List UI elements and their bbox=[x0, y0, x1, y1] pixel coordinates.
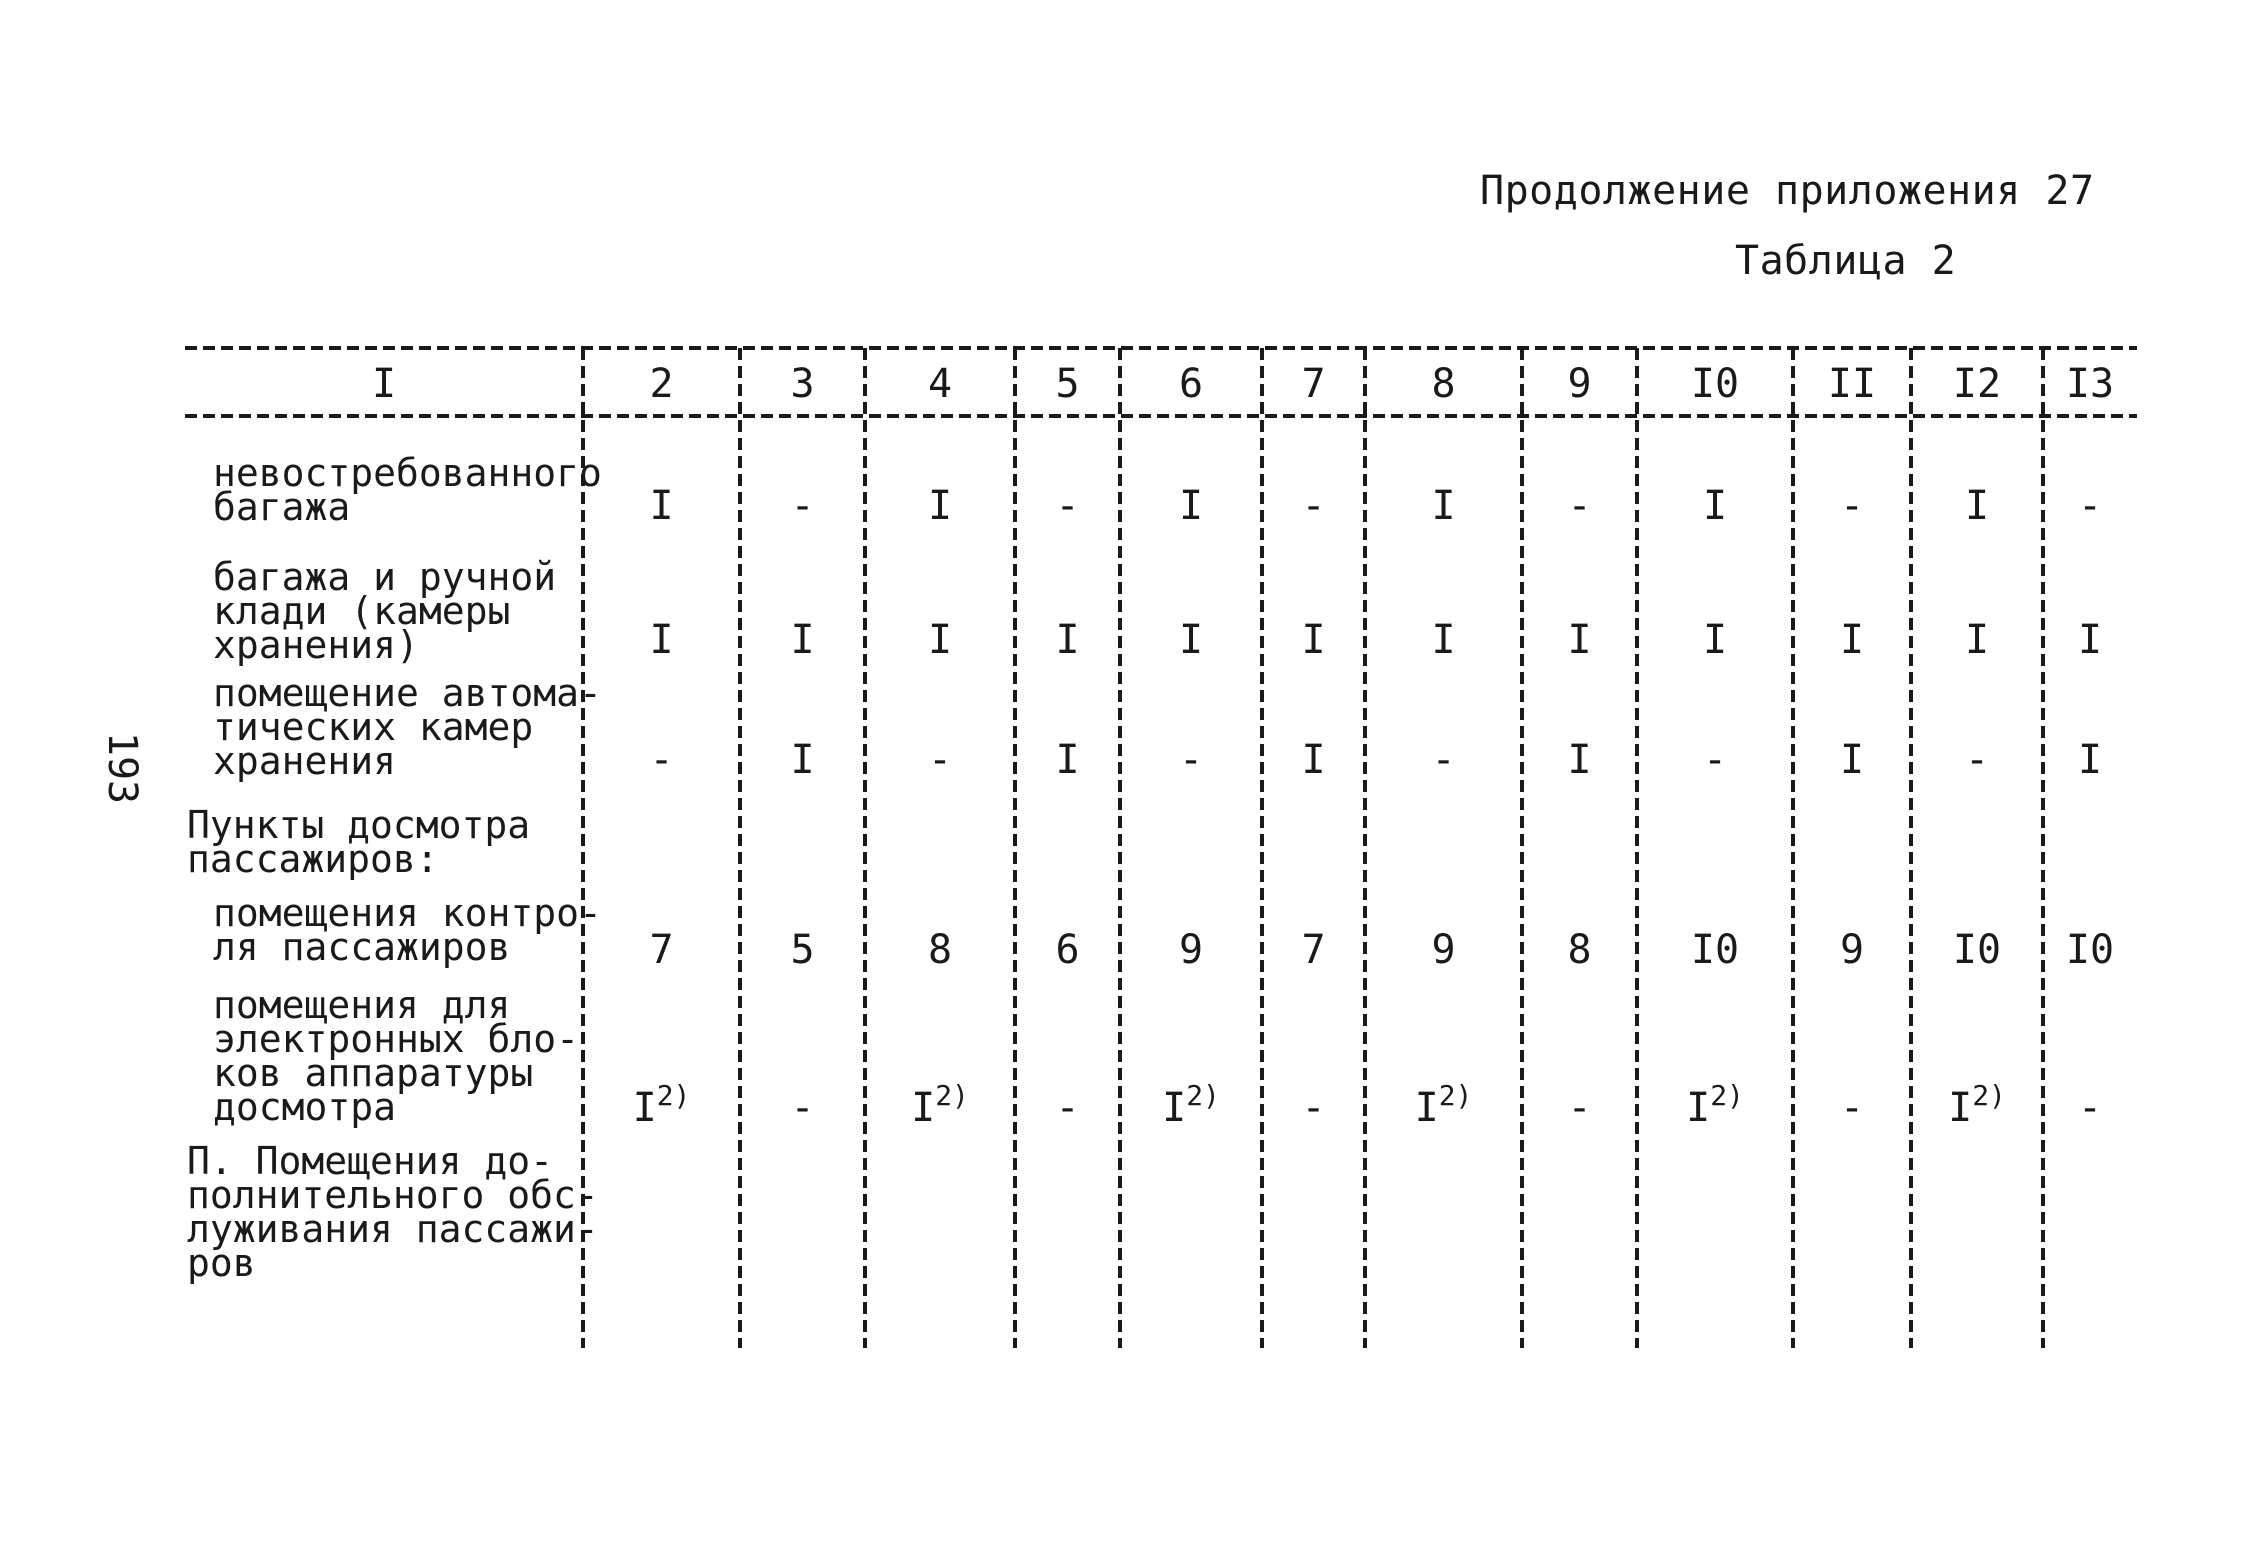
table-cell bbox=[1637, 617, 1793, 663]
cell-value: I bbox=[1702, 617, 1728, 663]
column-header-7: 7 bbox=[1301, 361, 1326, 407]
table-cell bbox=[740, 927, 865, 973]
table-cell bbox=[1262, 1085, 1365, 1131]
cell-value: - bbox=[1839, 483, 1865, 529]
table-cell bbox=[2043, 617, 2137, 663]
table-cell bbox=[865, 737, 1015, 783]
footnote-marker: 2) bbox=[935, 1079, 969, 1112]
table-cell bbox=[1015, 617, 1120, 663]
cell-value: I0 bbox=[2065, 927, 2115, 973]
cell-value: I bbox=[649, 617, 674, 663]
table-cell bbox=[1120, 617, 1262, 663]
table-cell bbox=[740, 483, 865, 529]
cell-value: - bbox=[1178, 737, 1204, 783]
table-cell bbox=[1365, 1079, 1522, 1131]
table-cell bbox=[865, 483, 1015, 529]
table-cell bbox=[1911, 617, 2043, 663]
table-cell bbox=[1522, 617, 1637, 663]
table-cell bbox=[583, 737, 740, 783]
cell-value: I bbox=[1162, 1085, 1187, 1131]
cell-value: I bbox=[1431, 617, 1456, 663]
table-cell bbox=[1637, 737, 1793, 783]
row-label: помещения контро- ля пассажиров bbox=[213, 891, 602, 969]
footnote-marker: 2) bbox=[1186, 1079, 1220, 1112]
cell-value: I bbox=[1948, 1085, 1973, 1131]
table-cell bbox=[1911, 737, 2043, 783]
footnote-marker: 2) bbox=[1972, 1079, 2006, 1112]
table-cell bbox=[2043, 737, 2137, 783]
table-cell bbox=[740, 617, 865, 663]
cell-value: I bbox=[927, 617, 953, 663]
cell-value: - bbox=[1301, 1085, 1326, 1131]
cell-value: - bbox=[649, 737, 674, 783]
cell-value: - bbox=[1839, 1085, 1865, 1131]
table-cell bbox=[1793, 1085, 1911, 1131]
table-cell bbox=[1911, 927, 2043, 973]
cell-value: I bbox=[1567, 737, 1592, 783]
column-header-2: 2 bbox=[649, 361, 674, 407]
row-label: помещение автома- тических камер хранения bbox=[213, 671, 602, 783]
table-cell bbox=[2043, 1085, 2137, 1131]
cell-value: - bbox=[1964, 737, 1990, 783]
row-label: помещения для электронных бло- ков аппаратуры досмотра bbox=[213, 983, 580, 1129]
cell-value: I bbox=[1686, 1085, 1711, 1131]
cell-value: - bbox=[927, 737, 953, 783]
table-cell bbox=[583, 927, 740, 973]
cell-value: I bbox=[1431, 483, 1456, 529]
cell-value: 9 bbox=[1431, 927, 1456, 973]
table-cell bbox=[1120, 1079, 1262, 1131]
table-cell bbox=[865, 617, 1015, 663]
cell-value: I bbox=[1055, 737, 1080, 783]
cell-value: - bbox=[2077, 483, 2103, 529]
cell-value: - bbox=[1567, 1085, 1592, 1131]
table-cell bbox=[1365, 483, 1522, 529]
cell-value: I bbox=[927, 483, 953, 529]
cell-value: I bbox=[1178, 617, 1204, 663]
table-cell bbox=[1793, 927, 1911, 973]
column-header-10: I0 bbox=[1690, 361, 1740, 407]
cell-value: I bbox=[2077, 737, 2103, 783]
column-header-12: I2 bbox=[1952, 361, 2002, 407]
table-cell bbox=[1015, 737, 1120, 783]
cell-value: - bbox=[1055, 483, 1080, 529]
table-cell bbox=[1365, 617, 1522, 663]
cell-value: I bbox=[632, 1085, 657, 1131]
table-cell bbox=[1793, 737, 1911, 783]
table-cell bbox=[583, 1079, 740, 1131]
table-cell bbox=[1262, 617, 1365, 663]
table-cell bbox=[1262, 483, 1365, 529]
table-cell bbox=[583, 483, 740, 529]
cell-value: - bbox=[1301, 483, 1326, 529]
cell-value: - bbox=[790, 483, 815, 529]
cell-value: I bbox=[1964, 483, 1990, 529]
table-cell bbox=[865, 927, 1015, 973]
cell-value: - bbox=[2077, 1085, 2103, 1131]
cell-value: I bbox=[2077, 617, 2103, 663]
cell-value: I bbox=[1055, 617, 1080, 663]
table-cell bbox=[1911, 1079, 2043, 1131]
cell-value: - bbox=[1431, 737, 1456, 783]
table-cell bbox=[1637, 483, 1793, 529]
table-cell bbox=[1120, 927, 1262, 973]
table-cell bbox=[740, 737, 865, 783]
table-cell bbox=[1365, 927, 1522, 973]
cell-value: 6 bbox=[1055, 927, 1080, 973]
table-cell bbox=[1522, 927, 1637, 973]
cell-value: 9 bbox=[1178, 927, 1204, 973]
table-cell bbox=[1793, 617, 1911, 663]
footnote-marker: 2) bbox=[1438, 1079, 1473, 1112]
cell-value: I bbox=[1178, 483, 1204, 529]
cell-value: 8 bbox=[927, 927, 953, 973]
footnote-marker: 2) bbox=[1710, 1079, 1744, 1112]
cell-value: I bbox=[790, 617, 815, 663]
table-cell bbox=[1262, 927, 1365, 973]
table-cell bbox=[1911, 483, 2043, 529]
table-cell bbox=[2043, 927, 2137, 973]
cell-value: I bbox=[1301, 737, 1326, 783]
column-header-3: 3 bbox=[790, 361, 815, 407]
cell-value: 8 bbox=[1567, 927, 1592, 973]
table-cell bbox=[740, 1085, 865, 1131]
table-cell bbox=[1262, 737, 1365, 783]
cell-value: 7 bbox=[649, 927, 674, 973]
table-cell bbox=[1637, 927, 1793, 973]
cell-value: I bbox=[1839, 617, 1865, 663]
table-cell bbox=[1120, 483, 1262, 529]
cell-value: I bbox=[1567, 617, 1592, 663]
cell-value: - bbox=[790, 1085, 815, 1131]
cell-value: - bbox=[1567, 483, 1592, 529]
table-cell bbox=[1120, 737, 1262, 783]
column-header-13: I3 bbox=[2065, 361, 2115, 407]
table-cell bbox=[1365, 737, 1522, 783]
row-label: Пункты досмотра пассажиров: bbox=[187, 803, 531, 881]
cell-value: I bbox=[1414, 1085, 1439, 1131]
table-cell bbox=[583, 617, 740, 663]
table-cell bbox=[1793, 483, 1911, 529]
row-label: багажа и ручной клади (камеры хранения) bbox=[213, 555, 557, 667]
table-cell bbox=[2043, 483, 2137, 529]
row-label: невостребованного багажа bbox=[213, 451, 602, 529]
column-header-4: 4 bbox=[927, 361, 953, 407]
cell-value: - bbox=[1055, 1085, 1080, 1131]
column-header-9: 9 bbox=[1567, 361, 1592, 407]
table-cell bbox=[1015, 1085, 1120, 1131]
table-cell bbox=[1522, 483, 1637, 529]
column-header-11: II bbox=[1827, 361, 1877, 407]
table-title: Таблица 2 bbox=[1735, 238, 1957, 284]
cell-value: I bbox=[790, 737, 815, 783]
cell-value: I0 bbox=[1690, 927, 1740, 973]
table-cell bbox=[1522, 1085, 1637, 1131]
column-header-6: 6 bbox=[1178, 361, 1204, 407]
cell-value: I bbox=[1702, 483, 1728, 529]
cell-value: 7 bbox=[1301, 927, 1326, 973]
column-header-5: 5 bbox=[1055, 361, 1080, 407]
page-number: 193 bbox=[99, 731, 145, 805]
data-table bbox=[185, 348, 2137, 1348]
footnote-marker: 2) bbox=[656, 1079, 691, 1112]
cell-value: 9 bbox=[1839, 927, 1865, 973]
column-header-8: 8 bbox=[1431, 361, 1456, 407]
cell-value: 5 bbox=[790, 927, 815, 973]
table-cell bbox=[1637, 1079, 1793, 1131]
cell-value: I bbox=[1964, 617, 1990, 663]
continuation-heading: Продолжение приложения 27 bbox=[1480, 168, 2095, 214]
cell-value: I bbox=[649, 483, 674, 529]
table-cell bbox=[1522, 737, 1637, 783]
table-cell bbox=[1015, 927, 1120, 973]
cell-value: I bbox=[1301, 617, 1326, 663]
row-label: П. Помещения до- полнительного обс- луживания пассажи- ров bbox=[187, 1139, 599, 1285]
table-cell bbox=[865, 1079, 1015, 1131]
column-header-1: I bbox=[371, 361, 397, 407]
table-cell bbox=[1015, 483, 1120, 529]
cell-value: I bbox=[911, 1085, 936, 1131]
cell-value: I0 bbox=[1952, 927, 2002, 973]
cell-value: - bbox=[1702, 737, 1728, 783]
cell-value: I bbox=[1839, 737, 1865, 783]
